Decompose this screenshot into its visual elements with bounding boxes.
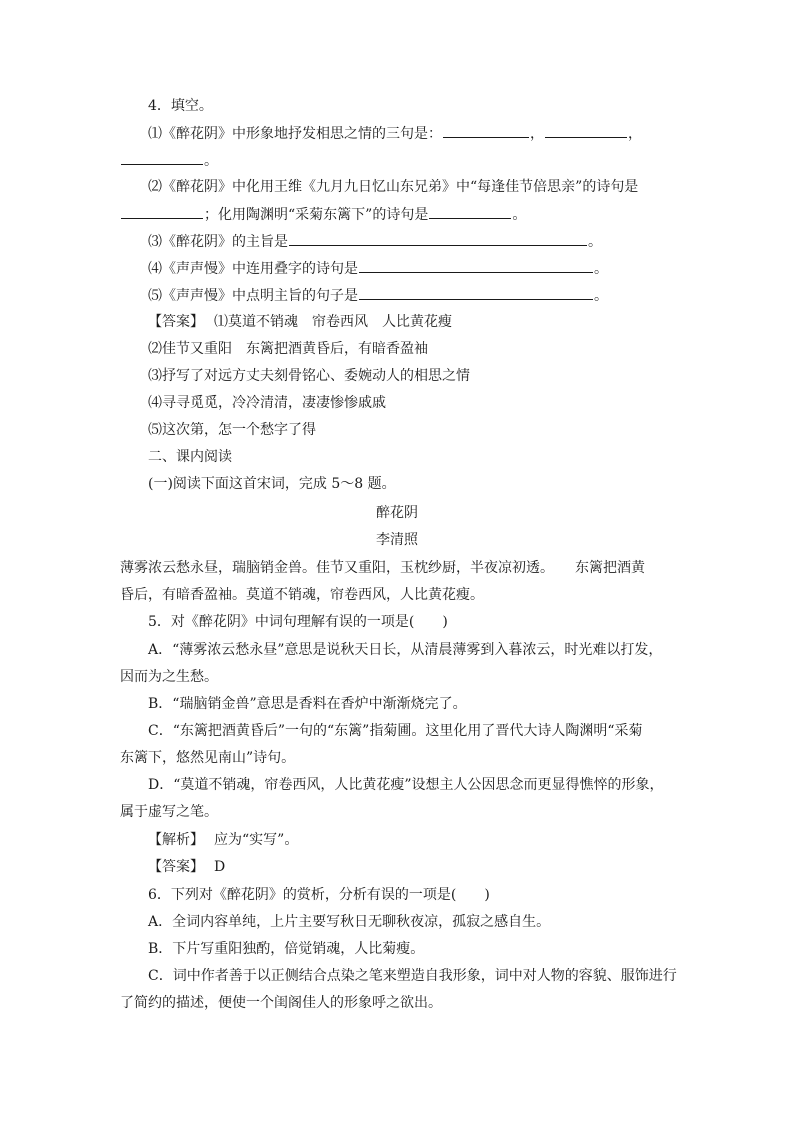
q6-option-b: B．下片写重阳独酌，倍觉销魂，人比菊瘦。 <box>148 941 425 957</box>
answer-blank <box>545 123 627 138</box>
answer-5: ⑸这次第，怎一个愁字了得 <box>148 422 316 438</box>
q4-part3-text: ⑶《醉花阴》的主旨是 <box>148 234 288 250</box>
period: 。 <box>512 207 527 223</box>
answer-3: ⑶抒写了对远方丈夫刻骨铭心、委婉动人的相思之情 <box>148 368 470 384</box>
section-intro: (一)阅读下面这首宋词，完成 5～8 题。 <box>148 476 396 492</box>
q4-part2 <box>148 177 680 197</box>
q5-stem: 5．对《醉花阴》中词句理解有误的一项是( ) <box>148 614 448 630</box>
answer-blank <box>121 150 203 165</box>
q4-part5 <box>148 285 680 306</box>
q4-part1 <box>148 123 680 144</box>
q5-option-d-line-2: 属于虚写之笔。 <box>120 804 218 820</box>
period: 。 <box>594 261 608 277</box>
q4-part1-cont <box>120 150 680 171</box>
section-heading: 二、课内阅读 <box>148 449 232 465</box>
q6-option-a: A．全词内容单纯，上片主要写秋日无聊秋夜凉，孤寂之感自生。 <box>148 914 551 930</box>
poem-text-line-2: 昏后，有暗香盈袖。莫道不销魂，帘卷西风，人比黄花瘦。 <box>120 587 484 603</box>
answer-blank <box>359 258 593 273</box>
q5-answer <box>148 857 680 877</box>
q4-part2-cont <box>120 204 680 225</box>
q4-part3 <box>148 231 680 252</box>
q4-part5-text: ⑸《声声慢》中点明主旨的句子是 <box>148 288 358 304</box>
q5-option-a-line-2: 因而为之生愁。 <box>120 669 218 685</box>
q5-analysis <box>148 830 680 850</box>
q4-title: 4．填空。 <box>148 98 213 114</box>
q6-stem: 6．下列对《醉花阴》的赏析，分析有误的一项是( ) <box>148 887 490 903</box>
period: 。 <box>204 153 218 169</box>
answer-1: ⑴莫道不销魂 帘卷西风 人比黄花瘦 <box>214 314 452 330</box>
answer-blank <box>289 231 587 246</box>
answer-label: 【答案】 <box>148 314 204 330</box>
q4-part2-text: ⑵《醉花阴》中化用王维《九月九日忆山东兄弟》中“每逢佳节倍思亲”的诗句是 <box>148 179 639 195</box>
poem-title: 醉花阴 <box>376 505 418 521</box>
poem-author: 李清照 <box>376 532 418 548</box>
period: 。 <box>588 234 602 250</box>
answer-blank <box>429 204 511 219</box>
q4-answer-row <box>148 312 680 332</box>
answer-4: ⑷寻寻觅觅，冷冷清清，凄凄惨惨戚戚 <box>148 395 386 411</box>
q5-option-a-line-1: A．“薄雾浓云愁永昼”意思是说秋天日长，从清晨薄雾到入暮浓云，时光难以打发， <box>148 642 663 658</box>
analysis-text: 应为“实写”。 <box>214 832 299 848</box>
poem-text-line-1: 薄雾浓云愁永昼，瑞脑销金兽。佳节又重阳，玉枕纱厨，半夜凉初透。 东篱把酒黄 <box>120 560 645 576</box>
answer-blank <box>359 285 593 300</box>
q6-option-c-line-1: C．词中作者善于以正侧结合点染之笔来塑造自我形象，词中对人物的容貌、服饰进行 <box>148 968 677 984</box>
answer-blank <box>443 123 529 138</box>
q4-part1-text: ⑴《醉花阴》中形象地抒发相思之情的三句是： <box>148 126 442 142</box>
q5-option-d-line-1: D．“莫道不销魂，帘卷西风，人比黄花瘦”设想主人公因思念而更显得憔悴的形象， <box>148 777 664 793</box>
answer-value: D <box>214 859 226 875</box>
q5-option-b: B．“瑞脑销金兽”意思是香料在香炉中渐渐烧完了。 <box>148 696 467 712</box>
answer-label: 【答案】 <box>148 859 204 875</box>
answer-2: ⑵佳节又重阳 东篱把酒黄昏后，有暗香盈袖 <box>148 341 428 357</box>
q6-option-c-line-2: 了简约的描述，便使一个闺阁佳人的形象呼之欲出。 <box>120 995 442 1011</box>
q5-option-c-line-2: 东篱下，悠然见南山”诗句。 <box>120 750 296 766</box>
q4-part4 <box>148 258 680 279</box>
q4-part4-text: ⑷《声声慢》中连用叠字的诗句是 <box>148 261 358 277</box>
period: 。 <box>594 288 608 304</box>
q4-part2-mid: ；化用陶渊明“采菊东篱下”的诗句是 <box>204 207 429 223</box>
q5-option-c-line-1: C．“东篱把酒黄昏后”一句的“东篱”指菊圃。这里化用了晋代大诗人陶渊明“采菊 <box>148 723 643 739</box>
answer-blank <box>121 204 203 219</box>
comma: ， <box>628 126 642 142</box>
analysis-label: 【解析】 <box>148 832 204 848</box>
comma: ， <box>530 126 544 142</box>
